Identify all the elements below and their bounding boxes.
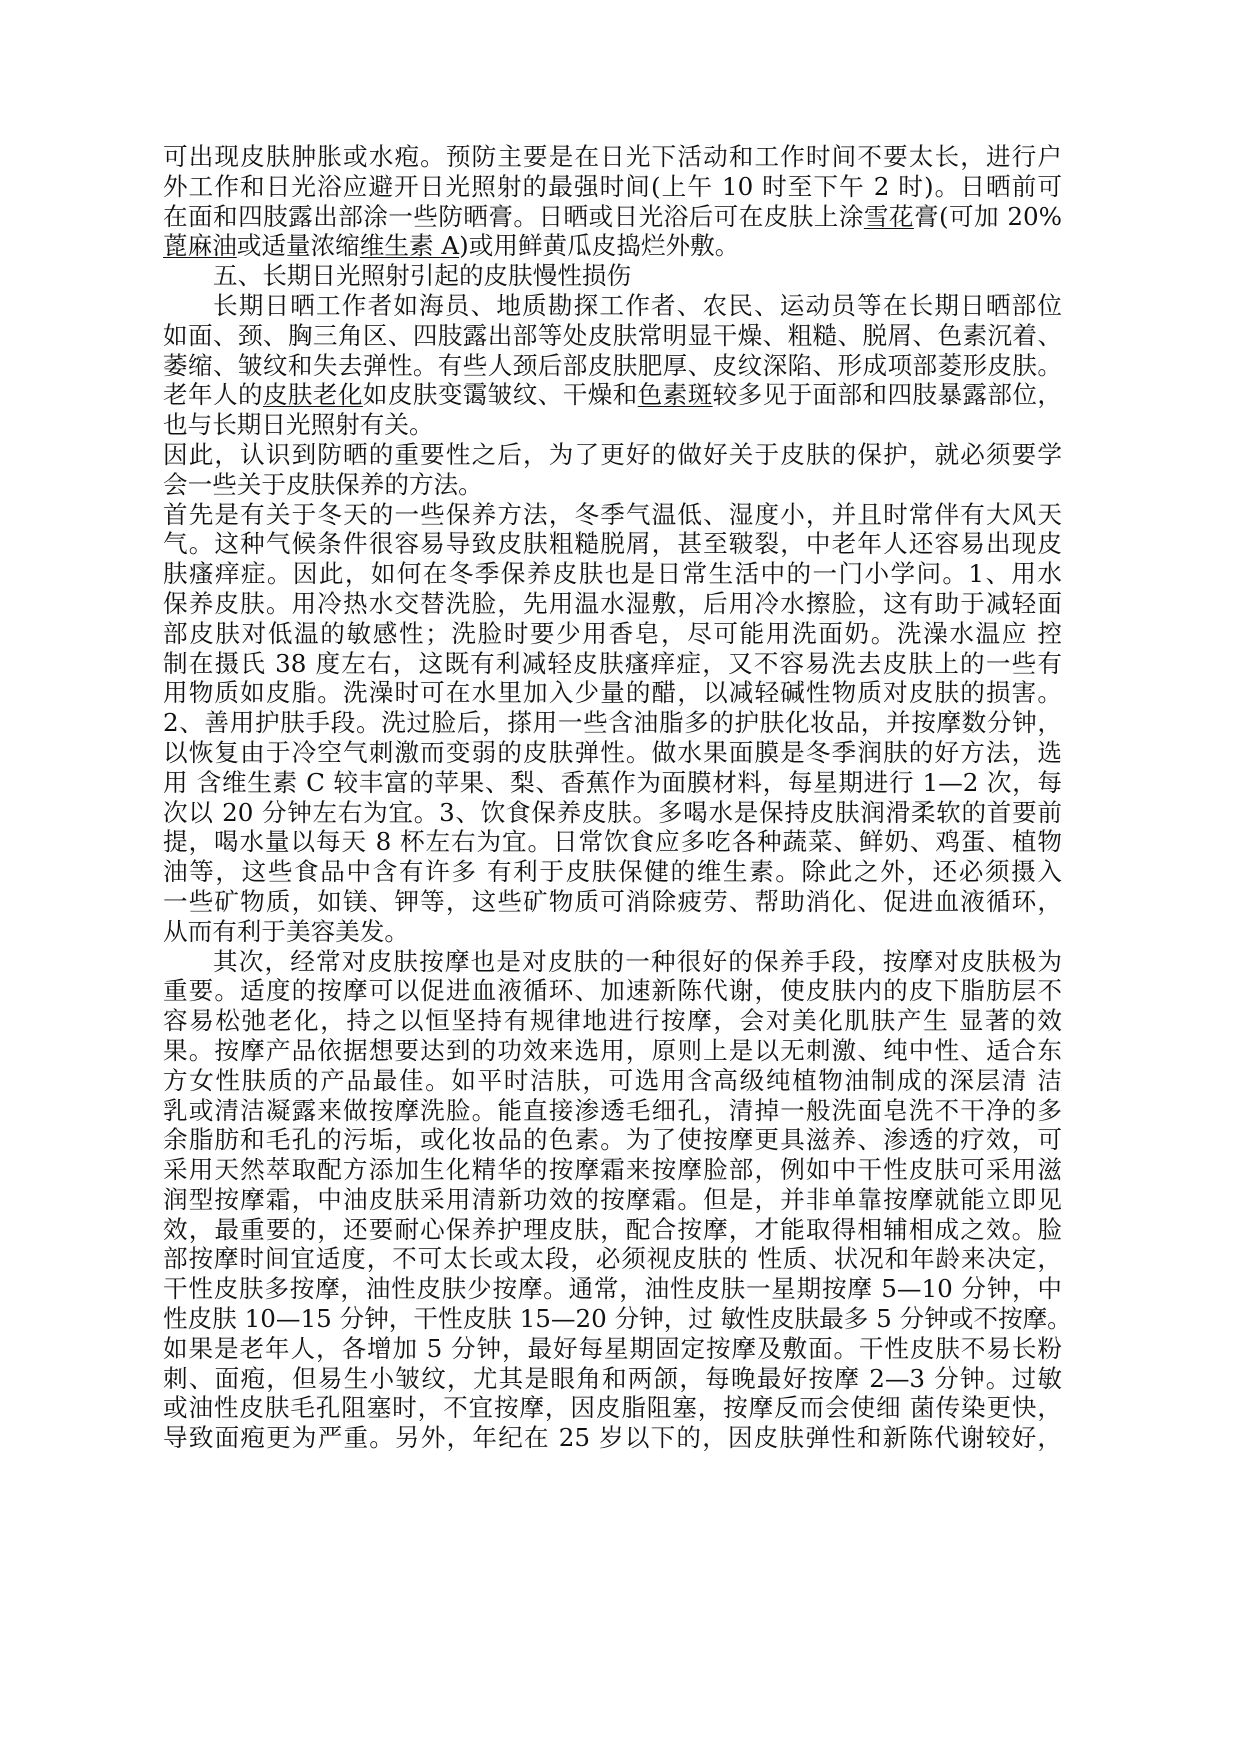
text-line: 或油性皮肤毛孔阻塞时，不宜按摩，因皮脂阻塞，按摩反而会使细 菌传染更快， bbox=[163, 1393, 1062, 1423]
text-line: 会一些关于皮肤保养的方法。 bbox=[163, 469, 483, 499]
text-line: 也与长期日光照射有关。 bbox=[163, 410, 434, 440]
text-line: 提，喝水量以每天 8 杯左右为宜。日常饮食应多吃各种蔬菜、鲜奶、鸡蛋、植物 bbox=[163, 827, 1062, 857]
text-line: 余脂肪和毛孔的污垢，或化妆品的色素。为了使按摩更具滋养、渗透的疗效，可 bbox=[163, 1125, 1062, 1155]
text-line: 刺、面疱，但易生小皱纹，尤其是眼角和两颌，每晚最好按摩 2—3 分钟。过敏 bbox=[163, 1363, 1062, 1393]
text-line: 果。按摩产品依据想要达到的功效来选用，原则上是以无刺激、纯中性、适合东 bbox=[163, 1035, 1062, 1065]
text-line: 以恢复由于冷空气刺激而变弱的皮肤弹性。做水果面膜是冬季润肤的好方法，选 bbox=[163, 737, 1062, 767]
text-line: 保养皮肤。用冷热水交替洗脸，先用温水湿敷，后用冷水擦脸，这有助于减轻面 bbox=[163, 588, 1062, 618]
text-line: 导致面疱更为严重。另外，年纪在 25 岁以下的，因皮肤弹性和新陈代谢较好， bbox=[163, 1423, 1062, 1453]
underlined-term: 蓖麻油 bbox=[163, 231, 237, 261]
text-line: 五、长期日光照射引起的皮肤慢性损伤 bbox=[213, 261, 632, 291]
text-line: 方女性肤质的产品最佳。如平时洁肤，可选用含高级纯植物油制成的深层清 洁 bbox=[163, 1065, 1062, 1095]
document-body bbox=[163, 142, 1072, 1453]
text-line: 容易松弛老化，持之以恒坚持有规律地进行按摩，会对美化肌肤产生 显著的效 bbox=[163, 1006, 1062, 1036]
text-line: 如面、颈、胸三角区、四肢露出部等处皮肤常明显干燥、粗糙、脱屑、色素沉着、 bbox=[163, 320, 1062, 350]
text-line: 长期日晒工作者如海员、地质勘探工作者、农民、运动员等在长期日晒部位 bbox=[213, 290, 1062, 320]
text-line: 一些矿物质，如镁、钾等，这些矿物质可消除疲劳、帮助消化、促进血液循环， bbox=[163, 886, 1062, 916]
text-line: 气。这种气候条件很容易导致皮肤粗糙脱屑，甚至皲裂，中老年人还容易出现皮 bbox=[163, 529, 1062, 559]
text-line: 乳或清洁凝露来做按摩洗脸。能直接渗透毛细孔，清掉一般洗面皂洗不干净的多 bbox=[163, 1095, 1062, 1125]
underlined-term: 皮肤老化 bbox=[262, 380, 363, 410]
text-line bbox=[163, 380, 1062, 410]
text-line: 因此，认识到防晒的重要性之后，为了更好的做好关于皮肤的保护，就必须要学 bbox=[163, 439, 1062, 469]
text-line: 可出现皮肤肿胀或水疱。预防主要是在日光下活动和工作时间不要太长，进行户 bbox=[163, 142, 1062, 171]
text-line bbox=[163, 202, 1062, 232]
text-line: 用物质如皮脂。洗澡时可在水里加入少量的醋，以减轻碱性物质对皮肤的损害。 bbox=[163, 678, 1062, 708]
text-line: 萎缩、皱纹和失去弹性。有些人颈后部皮肤肥厚、皮纹深陷、形成项部菱形皮肤。 bbox=[163, 350, 1062, 380]
text-line: 部皮肤对低温的敏感性；洗脸时要少用香皂，尽可能用洗面奶。洗澡水温应 控 bbox=[163, 618, 1062, 648]
text-line: 如果是老年人，各增加 5 分钟，最好每星期固定按摩及敷面。干性皮肤不易长粉 bbox=[163, 1333, 1062, 1363]
text-line bbox=[163, 231, 1062, 261]
text-line: 制在摄氏 38 度左右，这既有利减轻皮肤瘙痒症，又不容易洗去皮肤上的一些有 bbox=[163, 648, 1062, 678]
paragraph bbox=[163, 440, 1062, 500]
text-line: 首先是有关于冬天的一些保养方法，冬季气温低、湿度小，并且时常伴有大风天 bbox=[163, 499, 1062, 529]
text-line: 干性皮肤多按摩，油性皮肤少按摩。通常，油性皮肤一星期按摩 5—10 分钟，中 bbox=[163, 1274, 1062, 1304]
text-segment: 膏(可加 20% bbox=[913, 201, 1062, 231]
text-line: 性皮肤 10—15 分钟，干性皮肤 15—20 分钟，过 敏性皮肤最多 5 分钟或不按摩。 bbox=[163, 1304, 1072, 1334]
paragraph bbox=[163, 291, 1062, 440]
text-line: 油等，这些食品中含有许多 有利于皮肤保健的维生素。除此之外，还必须摄入 bbox=[163, 857, 1062, 887]
text-segment: 在面和四肢露出部涂一些防晒膏。日晒或日光浴后可在皮肤上涂 bbox=[163, 201, 864, 231]
text-segment: 或适量浓缩 bbox=[236, 231, 360, 261]
text-segment: 较多见于面部和四肢暴露部位， bbox=[712, 380, 1062, 410]
text-segment: )或用鲜黄瓜皮捣烂外敷。 bbox=[459, 231, 740, 261]
text-line: 从而有利于美容美发。 bbox=[163, 916, 409, 946]
text-line: 部按摩时间宜适度，不可太长或太段，必须视皮肤的 性质、状况和年龄来决定， bbox=[163, 1244, 1062, 1274]
text-line: 其次，经常对皮肤按摩也是对皮肤的一种很好的保养手段，按摩对皮肤极为 bbox=[213, 946, 1062, 976]
section-heading bbox=[163, 261, 1062, 291]
text-line: 重要。适度的按摩可以促进血液循环、加速新陈代谢，使皮肤内的皮下脂肪层不 bbox=[163, 976, 1062, 1006]
text-line: 次以 20 分钟左右为宜。3、饮食保养皮肤。多喝水是保持皮肤润滑柔软的首要前 bbox=[163, 797, 1062, 827]
underlined-term: 色素斑 bbox=[637, 380, 713, 410]
text-line: 润型按摩霜，中油皮肤采用清新功效的按摩霜。但是，并非单靠按摩就能立即见 bbox=[163, 1184, 1062, 1214]
text-segment: 老年人的 bbox=[163, 380, 263, 410]
text-line: 效，最重要的，还要耐心保养护理皮肤，配合按摩，才能取得相辅相成之效。脸 bbox=[163, 1214, 1062, 1244]
text-line: 外工作和日光浴应避开日光照射的最强时间(上午 10 时至下午 2 时)。日晒前可 bbox=[163, 171, 1062, 201]
text-line: 采用天然萃取配方添加生化精华的按摩霜来按摩脸部，例如中干性皮肤可采用滋 bbox=[163, 1155, 1062, 1185]
paragraph bbox=[163, 500, 1062, 947]
text-line: 肤瘙痒症。因此，如何在冬季保养皮肤也是日常生活中的一门小学问。1、用水 bbox=[163, 559, 1062, 589]
paragraph bbox=[163, 946, 1072, 1454]
text-line: 用 含维生素 C 较丰富的苹果、梨、香蕉作为面膜材料，每星期进行 1—2 次，每 bbox=[163, 767, 1062, 797]
underlined-term: 雪花 bbox=[863, 201, 914, 231]
underlined-term: 维生素 A bbox=[359, 231, 460, 261]
text-line: 2、善用护肤手段。洗过脸后，搽用一些含油脂多的护肤化妆品，并按摩数分钟， bbox=[163, 708, 1062, 738]
paragraph bbox=[163, 142, 1062, 261]
text-segment: 如皮肤变霭皱纹、干燥和 bbox=[362, 380, 638, 410]
